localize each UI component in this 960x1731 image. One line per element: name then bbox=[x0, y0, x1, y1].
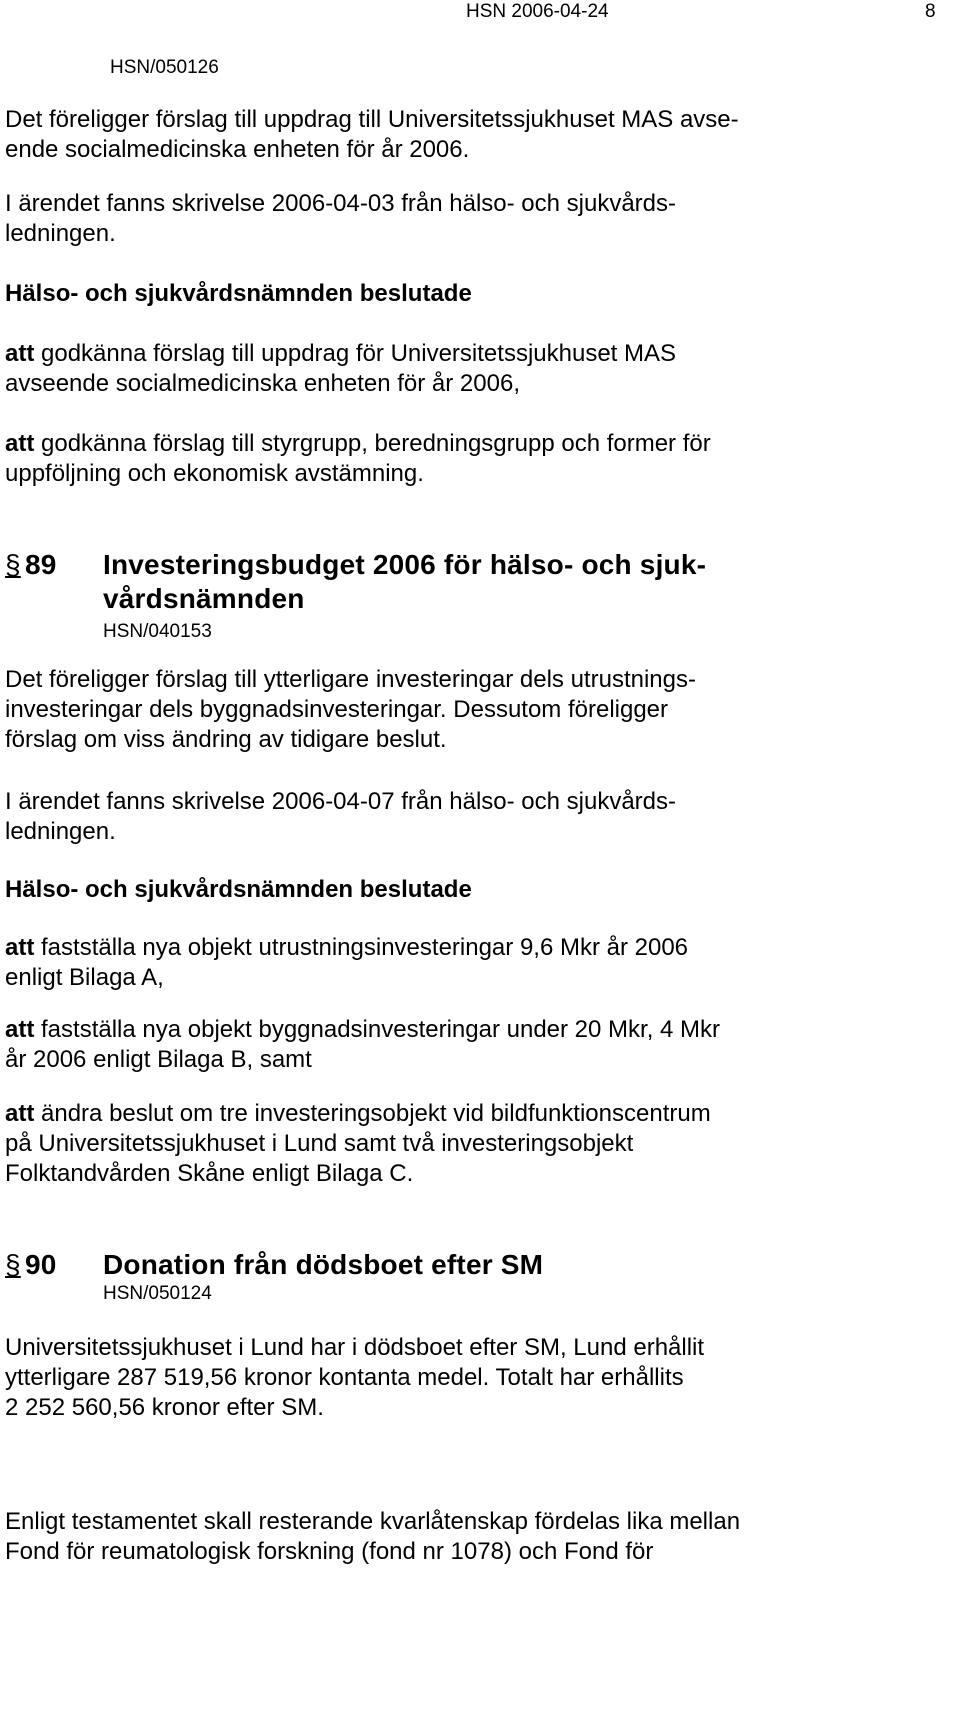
decision-text: fastställa nya objekt byggnadsinvesteringar under 20 Mkr, 4 Mkr bbox=[41, 1016, 721, 1043]
att-keyword: att bbox=[5, 430, 35, 457]
section-number: 90 bbox=[25, 1249, 57, 1280]
case-reference: HSN/050124 bbox=[103, 1283, 212, 1304]
paragraph-line: år 2006 enligt Bilaga B, samt bbox=[5, 1046, 312, 1073]
paragraph-line: Det föreligger förslag till uppdrag till Universitetssjukhuset MAS avse- bbox=[5, 106, 739, 133]
paragraph-line: investeringar dels byggnadsinvesteringar. Dessutom föreligger bbox=[5, 696, 669, 723]
decision-item bbox=[5, 932, 688, 964]
page-number: 8 bbox=[925, 1, 936, 22]
section-title: vårdsnämnden bbox=[103, 583, 305, 614]
paragraph-line: Fond för reumatologisk forskning (fond nr 1078) och Fond för bbox=[5, 1538, 654, 1565]
decision-text: ändra beslut om tre investeringsobjekt vid bildfunktionscentrum bbox=[41, 1100, 711, 1127]
decision-item bbox=[5, 338, 676, 370]
decision-text: godkänna förslag till uppdrag för Universitetssjukhuset MAS bbox=[41, 340, 677, 367]
paragraph-line: ledningen. bbox=[5, 220, 116, 247]
paragraph-line: Det föreligger förslag till ytterligare investeringar dels utrustnings- bbox=[5, 666, 696, 693]
paragraph-line: Folktandvården Skåne enligt Bilaga C. bbox=[5, 1160, 414, 1187]
decision-item bbox=[5, 428, 711, 460]
paragraph-line: enligt Bilaga A, bbox=[5, 964, 164, 991]
section-title: Investeringsbudget 2006 för hälso- och sjuk- bbox=[103, 549, 707, 580]
paragraph-line: förslag om viss ändring av tidigare beslut. bbox=[5, 726, 447, 753]
paragraph-line: 2 252 560,56 kronor efter SM. bbox=[5, 1394, 324, 1421]
att-keyword: att bbox=[5, 340, 35, 367]
case-reference: HSN/040153 bbox=[103, 621, 212, 642]
paragraph-line: Universitetssjukhuset i Lund har i dödsboet efter SM, Lund erhållit bbox=[5, 1334, 705, 1361]
att-keyword: att bbox=[5, 934, 35, 961]
section-sign: § bbox=[5, 1249, 21, 1280]
paragraph-line: ende socialmedicinska enheten för år 2006. bbox=[5, 136, 470, 163]
paragraph-line: ytterligare 287 519,56 kronor kontanta medel. Totalt har erhållits bbox=[5, 1364, 684, 1391]
section-title: Donation från dödsboet efter SM bbox=[103, 1249, 544, 1280]
decision-item bbox=[5, 1014, 720, 1046]
paragraph-line: I ärendet fanns skrivelse 2006-04-07 från hälso- och sjukvårds- bbox=[5, 788, 677, 815]
decision-text: godkänna förslag till styrgrupp, beredningsgrupp och former för bbox=[41, 430, 711, 457]
paragraph-line: avseende socialmedicinska enheten för år 2006, bbox=[5, 370, 520, 397]
paragraph-line: på Universitetssjukhuset i Lund samt två investeringsobjekt bbox=[5, 1130, 634, 1157]
paragraph-line: uppföljning och ekonomisk avstämning. bbox=[5, 460, 424, 487]
paragraph-line: Enligt testamentet skall resterande kvarlåtenskap fördelas lika mellan bbox=[5, 1508, 741, 1535]
case-reference: HSN/050126 bbox=[110, 57, 219, 78]
att-keyword: att bbox=[5, 1100, 35, 1127]
paragraph-line: ledningen. bbox=[5, 818, 116, 845]
section-sign: § bbox=[5, 549, 21, 580]
header-date: HSN 2006-04-24 bbox=[466, 1, 609, 22]
att-keyword: att bbox=[5, 1016, 35, 1043]
paragraph-line: I ärendet fanns skrivelse 2006-04-03 från hälso- och sjukvårds- bbox=[5, 190, 677, 217]
decision-text: fastställa nya objekt utrustningsinvesteringar 9,6 Mkr år 2006 bbox=[41, 934, 689, 961]
decision-heading: Hälso- och sjukvårdsnämnden beslutade bbox=[5, 876, 472, 903]
section-number: 89 bbox=[25, 549, 57, 580]
decision-item bbox=[5, 1098, 711, 1130]
decision-heading: Hälso- och sjukvårdsnämnden beslutade bbox=[5, 280, 472, 307]
